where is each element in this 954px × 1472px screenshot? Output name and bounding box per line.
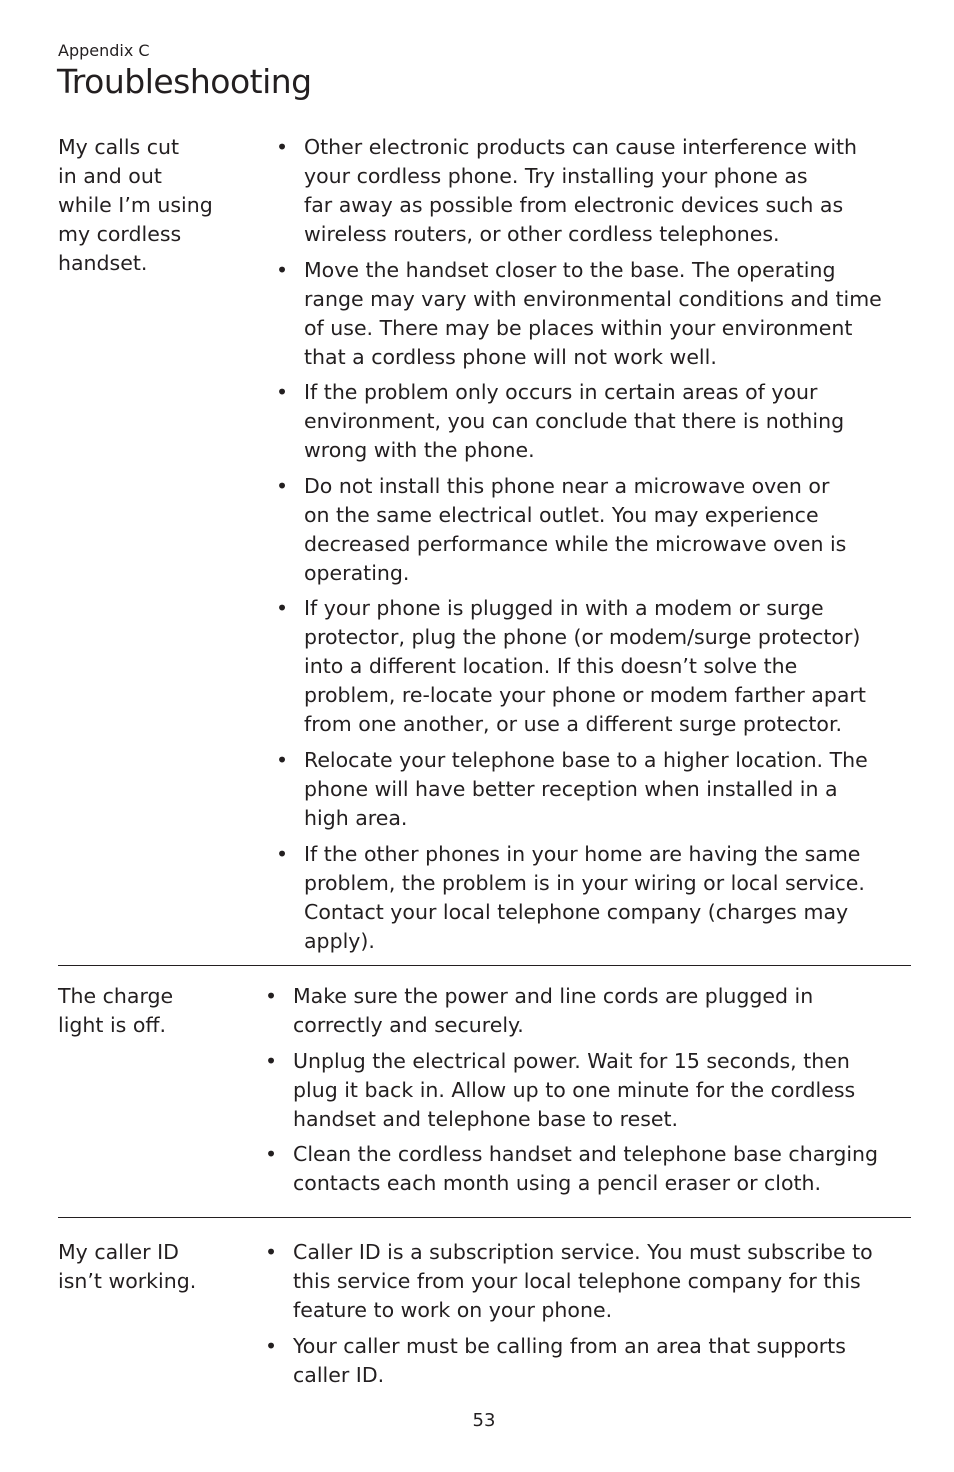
solution-line: decreased performance while the microwave oven is	[304, 531, 847, 556]
solution-line: Relocate your telephone base to a higher location. The	[304, 747, 868, 772]
section-divider	[58, 1217, 911, 1218]
issue-label	[58, 133, 248, 278]
solution-line: phone will have better reception when installed in a	[304, 776, 838, 801]
solution-line: operating.	[304, 560, 410, 585]
solution-line: Caller ID is a subscription service. You must subscribe to	[293, 1240, 873, 1264]
solution-line: correctly and securely.	[293, 1013, 524, 1037]
solution-item	[276, 840, 882, 956]
solution-line: far away as possible from electronic devices such as	[304, 193, 844, 217]
solution-line: problem, re-locate your phone or modem farther apart	[304, 683, 866, 708]
solution-line: problem, the problem is in your wiring or local service.	[304, 870, 865, 895]
bullet: •	[265, 984, 278, 1008]
bullet: •	[276, 841, 289, 866]
solution-line: Contact your local telephone company (charges may	[304, 899, 849, 924]
bullet: •	[265, 1240, 278, 1264]
solution-line: Unplug the electrical power. Wait for 15 seconds, then	[293, 1048, 850, 1073]
solution-line: Clean the cordless handset and telephone base charging	[293, 1142, 879, 1167]
bullet: •	[276, 257, 289, 282]
issue-line: light is off.	[58, 1013, 167, 1037]
page-number: 53	[472, 1410, 496, 1431]
solution-line: If the other phones in your home are having the same	[304, 841, 861, 866]
solution-list	[265, 1238, 873, 1396]
solution-line: into a different location. If this doesn’t solve the	[304, 654, 798, 679]
solution-list	[265, 982, 878, 1205]
issue-line: handset.	[58, 251, 148, 275]
solution-line: environment, you can conclude that there is nothing	[304, 409, 845, 434]
issue-line: The charge	[58, 984, 174, 1008]
solution-line: on the same electrical outlet. You may experience	[304, 502, 819, 527]
solution-line: Make sure the power and line cords are plugged in	[293, 984, 814, 1008]
solution-item	[276, 256, 882, 372]
solution-line: plug it back in. Allow up to one minute for the cordless	[293, 1077, 856, 1102]
solution-line: Do not install this phone near a microwave oven or	[304, 473, 830, 498]
bullet: •	[276, 135, 289, 159]
appendix-label: Appendix C	[58, 41, 150, 60]
issue-line: My calls cut	[58, 135, 180, 159]
solution-item	[276, 133, 882, 249]
bullet: •	[265, 1048, 278, 1073]
solution-line: of use. There may be places within your environment	[304, 315, 853, 340]
solution-line: Move the handset closer to the base. The operating	[304, 257, 836, 282]
issue-line: while I’m using	[58, 193, 213, 217]
solution-line: your cordless phone. Try installing your phone as	[304, 164, 808, 188]
solution-line: Your caller must be calling from an area that supports	[293, 1333, 846, 1358]
solution-line: feature to work on your phone.	[293, 1298, 613, 1322]
bullet: •	[276, 596, 289, 621]
issue-label	[58, 982, 248, 1040]
solution-line: from one another, or use a different surge protector.	[304, 712, 843, 737]
solution-line: that a cordless phone will not work well.	[304, 344, 717, 369]
solution-list	[276, 133, 882, 962]
solution-line: this service from your local telephone company for this	[293, 1269, 861, 1293]
bullet: •	[276, 747, 289, 772]
solution-line: wireless routers, or other cordless telephones.	[304, 222, 780, 246]
solution-line: wrong with the phone.	[304, 438, 535, 463]
solution-line: apply).	[304, 928, 375, 953]
solution-line: protector, plug the phone (or modem/surge protector)	[304, 625, 861, 650]
solution-item	[265, 1332, 873, 1390]
solution-line: handset and telephone base to reset.	[293, 1106, 679, 1131]
page-title: Troubleshooting	[57, 62, 312, 101]
solution-line: If your phone is plugged in with a modem or surge	[304, 596, 824, 621]
solution-line: high area.	[304, 805, 408, 830]
section-divider	[58, 965, 911, 966]
solution-item	[265, 982, 878, 1040]
solution-item	[276, 746, 882, 833]
solution-item	[265, 1047, 878, 1134]
issue-line: My caller ID	[58, 1240, 179, 1264]
issue-line: in and out	[58, 164, 162, 188]
solution-item	[276, 594, 882, 739]
solution-line: contacts each month using a pencil eraser or cloth.	[293, 1171, 822, 1196]
solution-line: If the problem only occurs in certain areas of your	[304, 380, 818, 405]
bullet: •	[276, 380, 289, 405]
solution-line: Other electronic products can cause interference with	[304, 135, 858, 159]
bullet: •	[265, 1142, 278, 1167]
solution-line: caller ID.	[293, 1362, 385, 1387]
bullet: •	[276, 473, 289, 498]
solution-item	[265, 1238, 873, 1325]
solution-item	[276, 378, 882, 465]
solution-item	[265, 1140, 878, 1198]
solution-line: range may vary with environmental conditions and time	[304, 286, 882, 311]
issue-line: my cordless	[58, 222, 182, 246]
solution-item	[276, 472, 882, 588]
issue-label	[58, 1238, 248, 1296]
issue-line: isn’t working.	[58, 1269, 197, 1293]
bullet: •	[265, 1333, 278, 1358]
